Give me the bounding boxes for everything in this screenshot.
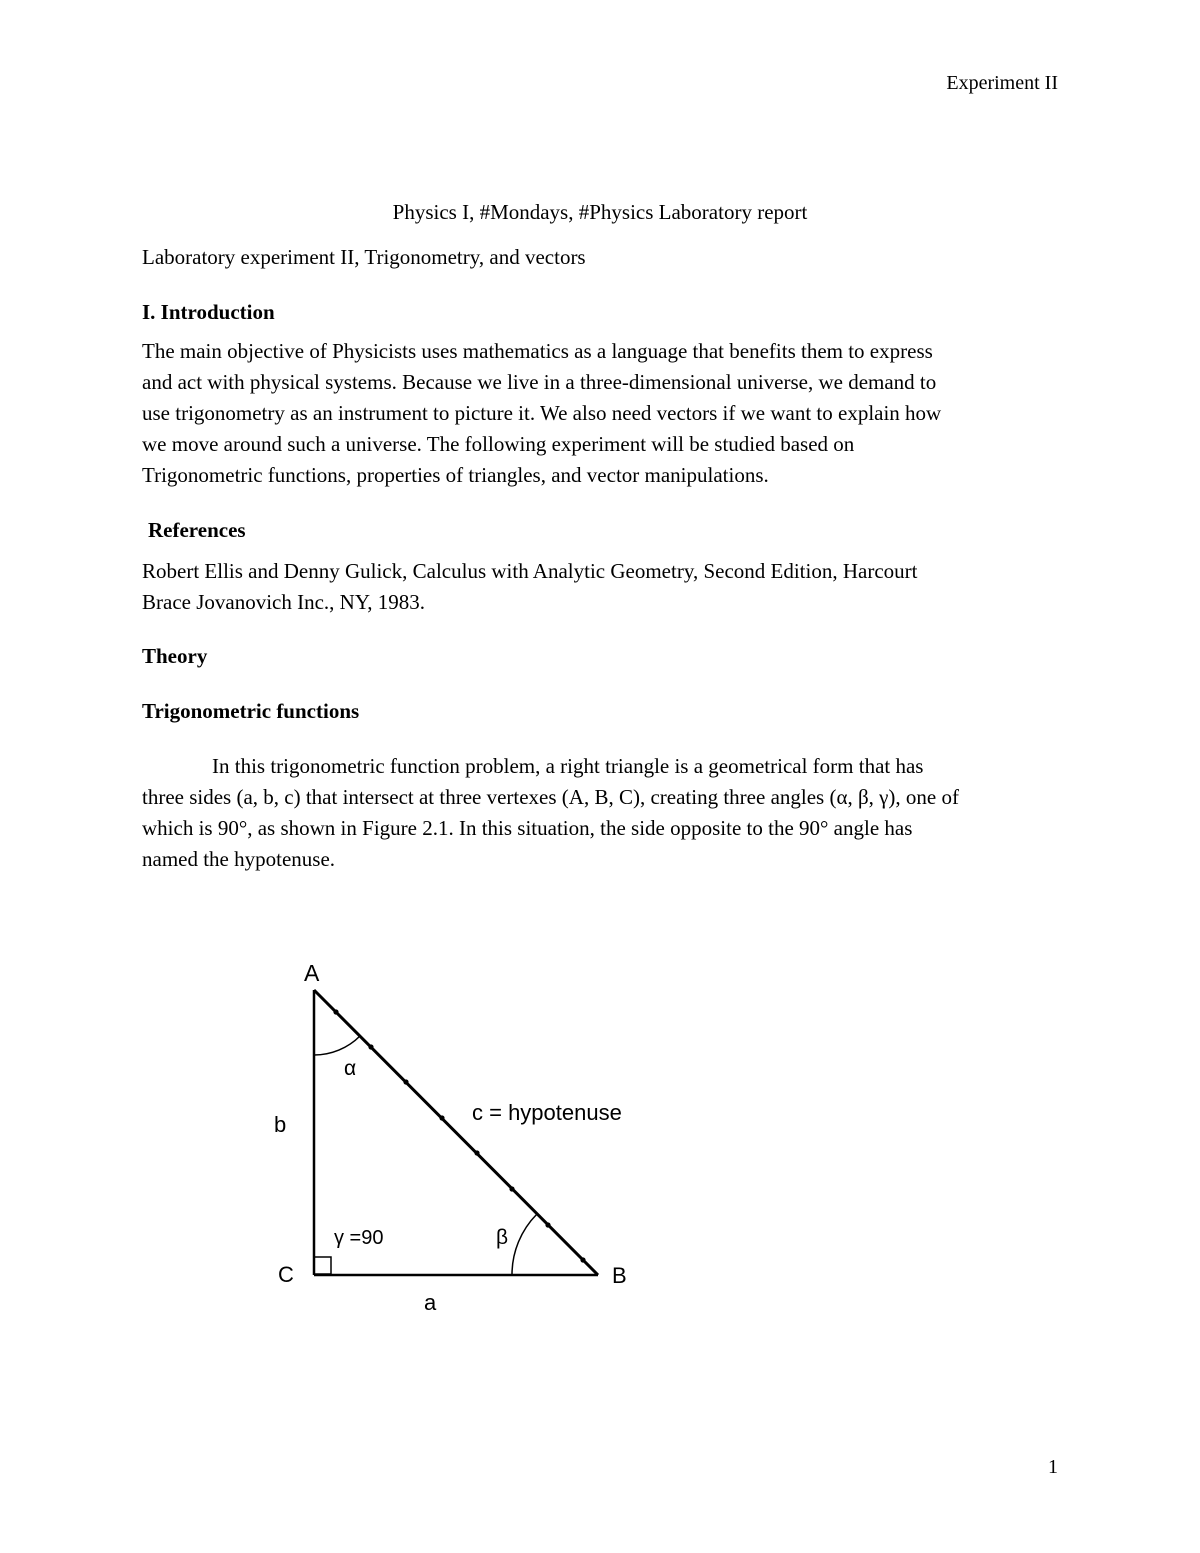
introduction-line: use trigonometry as an instrument to picture it. We also need vectors if we want to explain how [142,401,942,425]
introduction-line: The main objective of Physicists uses mathematics as a language that benefits them to express [142,339,933,363]
trig-functions-heading: Trigonometric functions [142,699,360,723]
angle-alpha-label: α [344,1057,357,1080]
vertex-c-label: C [278,1262,294,1287]
angle-beta-label: β [496,1226,509,1249]
reference-line: Brace Jovanovich Inc., NY, 1983. [142,590,426,614]
trig-paragraph [142,751,959,875]
alpha-arc [314,1036,360,1055]
trig-line: named the hypotenuse. [142,847,336,871]
introduction-heading: I. Introduction [142,300,275,324]
vertex-a-label: A [304,960,320,986]
experiment-subtitle: Laboratory experiment II, Trigonometry, and vectors [142,245,586,269]
report-title: Physics I, #Mondays, #Physics Laboratory report [392,200,808,224]
beta-arc [512,1214,537,1275]
trig-line: In this trigonometric function problem, a right triangle is a geometrical form that has [212,754,924,778]
side-b-label: b [274,1112,287,1137]
side-c-label: c = hypotenuse [472,1100,622,1125]
reference-line: Robert Ellis and Denny Gulick, Calculus with Analytic Geometry, Second Edition, Harcourt [142,559,918,583]
references-heading: References [148,518,246,542]
introduction-line: Trigonometric functions, properties of triangles, and vector manipulations. [142,463,769,487]
theory-heading: Theory [142,644,208,668]
introduction-line: and act with physical systems. Because we live in a three-dimensional universe, we demand to [142,370,937,394]
introduction-line: we move around such a universe. The following experiment will be studied based on [142,432,855,456]
trig-line: three sides (a, b, c) that intersect at three vertexes (A, B, C), creating three angles (α, β, γ), one of [142,785,959,809]
angle-gamma-label: γ =90 [334,1227,384,1249]
trig-line: which is 90°, as shown in Figure 2.1. In this situation, the side opposite to the 90° angle has [142,816,913,840]
introduction-paragraph [142,336,941,491]
references-paragraph [142,556,917,618]
right-angle-marker [314,1257,331,1274]
page-number: 1 [1048,1456,1058,1478]
running-header: Experiment II [946,72,1058,94]
right-triangle-figure [260,950,700,1330]
vertex-b-label: B [612,1263,627,1288]
side-a-label: a [424,1290,437,1315]
